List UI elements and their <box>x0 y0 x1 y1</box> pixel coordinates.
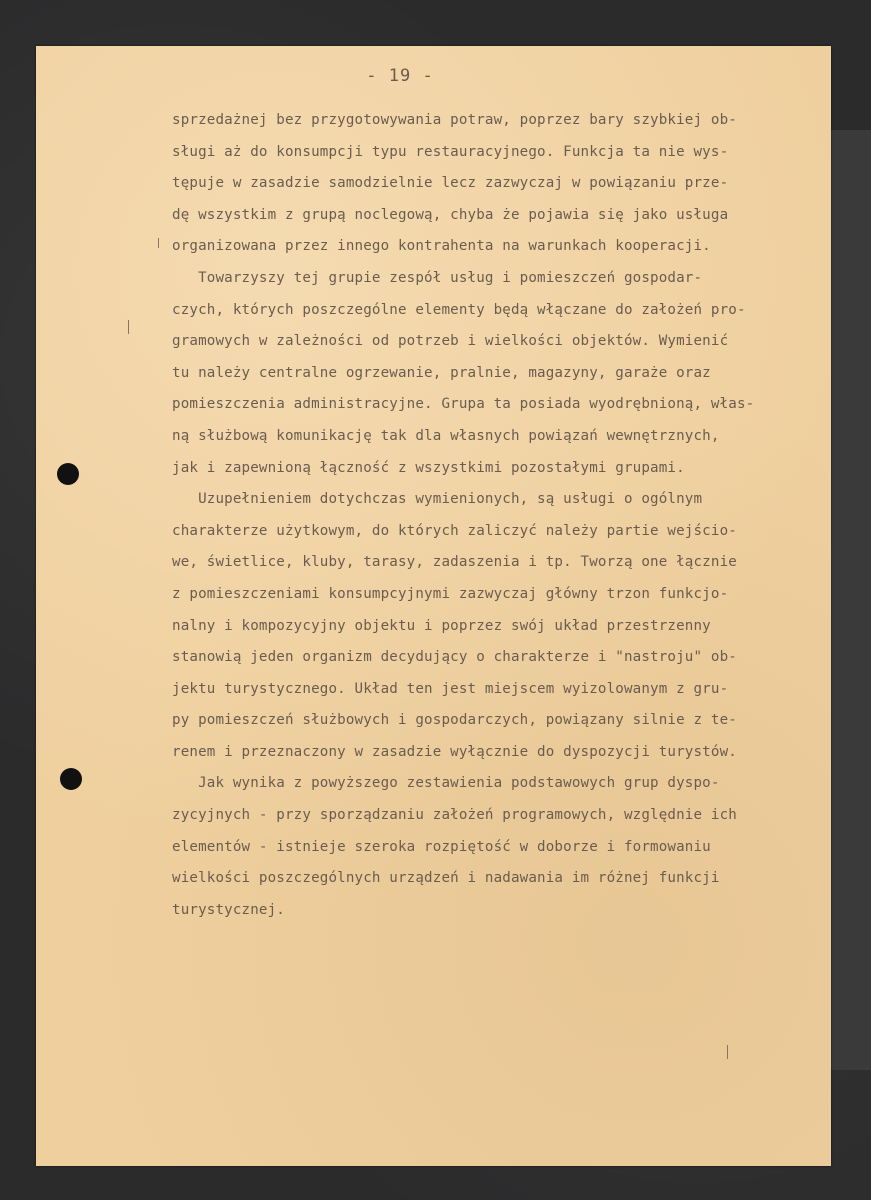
text-line: czych, których poszczególne elementy będą włączane do założeń pro- <box>172 301 746 318</box>
text-line: z pomieszczeniami konsumpcyjnymi zazwyczaj główny trzon funkcjo- <box>172 585 729 602</box>
text-line: tępuje w zasadzie samodzielnie lecz zazwyczaj w powiązaniu prze- <box>172 175 729 192</box>
text-line: sprzedażnej bez przygotowywania potraw, poprzez bary szybkiej ob- <box>172 112 737 128</box>
text-line: Towarzyszy tej grupie zespół usług i pomieszczeń gospodar- <box>172 269 703 286</box>
text-line: charakterze użytkowym, do których zaliczyć należy partie wejścio- <box>172 522 737 539</box>
text-line: Uzupełnieniem dotychczas wymienionych, są usługi o ogólnym <box>172 491 703 508</box>
punch-hole <box>57 463 79 485</box>
text-line: zycyjnych - przy sporządzaniu założeń programowych, względnie ich <box>172 807 737 824</box>
text-line: organizowana przez innego kontrahenta na warunkach kooperacji. <box>172 238 711 255</box>
pencil-mark <box>158 238 159 248</box>
typed-body-text <box>172 105 822 926</box>
text-line: wielkości poszczególnych urządzeń i nadawania im różnej funkcji <box>172 870 720 887</box>
text-line: we, świetlice, kluby, tarasy, zadaszenia i tp. Tworzą one łącznie <box>172 554 737 571</box>
punch-hole <box>60 768 82 790</box>
text-line: ną służbową komunikację tak dla własnych powiązań wewnętrznych, <box>172 427 720 444</box>
text-line: turystycznej. <box>172 901 285 918</box>
text-line: tu należy centralne ogrzewanie, pralnie, magazyny, garaże oraz <box>172 364 711 381</box>
text-line: jektu turystycznego. Układ ten jest miejscem wyizolowanym z gru- <box>172 680 729 697</box>
text-line: sługi aż do konsumpcji typu restauracyjnego. Funkcja ta nie wys- <box>172 143 729 160</box>
pencil-mark <box>128 320 129 334</box>
text-line: gramowych w zależności od potrzeb i wielkości objektów. Wymienić <box>172 333 729 350</box>
text-line: stanowią jeden organizm decydujący o charakterze i "nastroju" ob- <box>172 649 737 666</box>
text-line: pomieszczenia administracyjne. Grupa ta posiada wyodrębnioną, włas- <box>172 396 755 413</box>
page-number: - 19 - <box>366 66 434 86</box>
text-line: Jak wynika z powyższego zestawienia podstawowych grup dyspo- <box>172 775 720 792</box>
text-line: dę wszystkim z grupą noclegową, chyba że pojawia się jako usługa <box>172 206 729 223</box>
text-line: nalny i kompozycyjny objektu i poprzez swój układ przestrzenny <box>172 617 711 634</box>
text-line: elementów - istnieje szeroka rozpiętość w doborze i formowaniu <box>172 838 711 855</box>
text-line: jak i zapewnioną łączność z wszystkimi pozostałymi grupami. <box>172 459 685 476</box>
pencil-mark <box>727 1045 728 1059</box>
text-line: py pomieszczeń służbowych i gospodarczych, powiązany silnie z te- <box>172 712 737 729</box>
text-line: renem i przeznaczony w zasadzie wyłącznie do dyspozycji turystów. <box>172 743 737 760</box>
